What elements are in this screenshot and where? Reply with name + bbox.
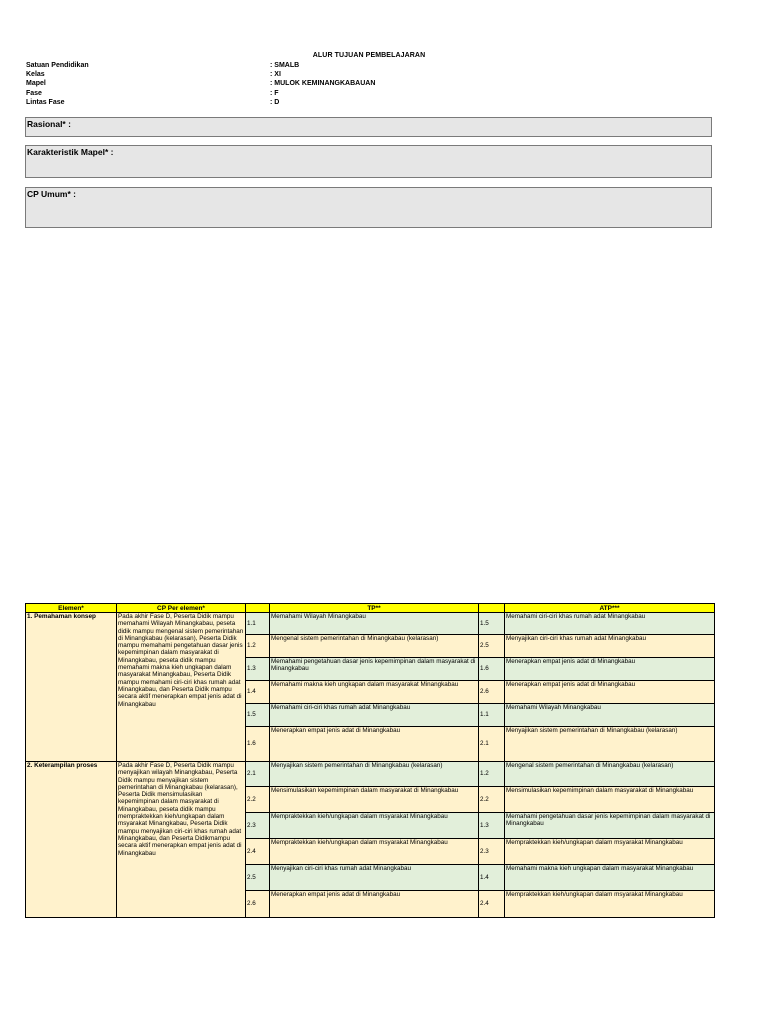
meta-value: : F	[270, 89, 279, 97]
elemen-cell: 2. Keterampilan proses	[26, 762, 117, 918]
meta-row-satuan-pendidikan	[26, 61, 546, 70]
cp-cell: Pada akhir Fase D, Peserta Didik mampu menyajikan wilayah Minangkabau, Peserta Didik mampu menyajikan sistem pemerintahan di Minangkabau (kelarasan), Peserta Didik mensimulasikan kepemimpinan dalam masyarakat di Minangkabau, peseta didik mampu mempraktekkan kieh/ungkapan dalam msyarakat Minangkabau, Peserta Didik mampu menyajikan ciri-ciri khas rumah adat Minangkabau, dan Peserta Didikmampu secara aktif menerapkan empat jenis adat di Minangkabau	[117, 762, 246, 918]
tp-text: Memahami makna kieh ungkapan dalam masyarakat Minangkabau	[270, 681, 479, 704]
tp-number: 1.2	[246, 635, 270, 658]
cp-umum-box	[25, 187, 712, 228]
meta-row-kelas	[26, 70, 546, 79]
tp-text: Mempraktekkan kieh/ungkapan dalam msyarakat Minangkabau	[270, 813, 479, 839]
tp-number: 1.5	[246, 704, 270, 727]
table-row	[26, 613, 715, 635]
atp-number: 2.2	[479, 787, 505, 813]
meta-row-lintas-fase	[26, 98, 546, 107]
tp-number: 2.6	[246, 891, 270, 918]
atp-number: 1.2	[479, 762, 505, 787]
atp-number: 1.1	[479, 704, 505, 727]
meta-value: : SMALB	[270, 62, 300, 69]
atp-number: 2.6	[479, 681, 505, 704]
meta-label: Fase	[26, 89, 42, 97]
atp-number: 1.4	[479, 865, 505, 891]
atp-number: 2.1	[479, 727, 505, 762]
tp-number: 2.1	[246, 762, 270, 787]
atp-text: Mempraktekkan kieh/ungkapan dalam msyarakat Minangkabau	[505, 891, 715, 918]
tp-text: Mempraktekkan kieh/ungkapan dalam msyarakat Minangkabau	[270, 839, 479, 865]
meta-value: : XI	[270, 71, 281, 79]
tp-text: Mengenal sistem pemerintahan di Minangkabau (kelarasan)	[270, 635, 479, 658]
meta-row-fase	[26, 89, 546, 98]
meta-value: : D	[270, 98, 280, 106]
tp-text: Memahami Wilayah Minangkabau	[270, 613, 479, 635]
meta-row-mapel	[26, 79, 546, 88]
atp-text: Mempraktekkan kieh/ungkapan dalam msyarakat Minangkabau	[505, 839, 715, 865]
tp-number: 2.5	[246, 865, 270, 891]
meta-label: Mapel	[26, 80, 46, 88]
meta-label: Kelas	[26, 71, 45, 79]
atp-number: 2.4	[479, 891, 505, 918]
karakteristik-mapel-box	[25, 145, 712, 178]
cp-umum-label: CP Umum* :	[27, 189, 76, 199]
header-atp-number	[479, 604, 505, 613]
meta-label: Lintas Fase	[26, 98, 65, 106]
table-header-row	[26, 604, 715, 613]
document-title: ALUR TUJUAN PEMBELAJARAN	[312, 52, 426, 59]
rasional-box	[25, 117, 712, 137]
tp-text: Menerapkan empat jenis adat di Minangkabau	[270, 891, 479, 918]
atp-text: Memahami makna kieh ungkapan dalam masyarakat Minangkabau	[505, 865, 715, 891]
atp-number: 2.3	[479, 839, 505, 865]
atp-number: 1.5	[479, 613, 505, 635]
header-tp: TP**	[270, 604, 479, 613]
atp-text: Menerapkan empat jenis adat di Minangkabau	[505, 681, 715, 704]
tp-number: 1.3	[246, 658, 270, 681]
tp-text: Memahami ciri-ciri khas rumah adat Minangkabau	[270, 704, 479, 727]
tp-number: 1.1	[246, 613, 270, 635]
tp-number: 1.4	[246, 681, 270, 704]
header-atp: ATP***	[505, 604, 715, 613]
atp-text: Memahami Wilayah Minangkabau	[505, 704, 715, 727]
atp-text: Menyajikan sistem pemerintahan di Minangkabau (kelarasan)	[505, 727, 715, 762]
karakteristik-mapel-label: Karakteristik Mapel* :	[27, 147, 114, 157]
atp-number: 2.5	[479, 635, 505, 658]
tp-text: Menyajikan ciri-ciri khas rumah adat Minangkabau	[270, 865, 479, 891]
atp-text: Memahami ciri-ciri khas rumah adat Minangkabau	[505, 613, 715, 635]
atp-text: Mensimulasikan kepemimpinan dalam masyarakat di Minangkabau	[505, 787, 715, 813]
document-metadata	[26, 61, 546, 107]
atp-text: Menerapkan empat jenis adat di Minangkabau	[505, 658, 715, 681]
tp-number: 2.3	[246, 813, 270, 839]
atp-number: 1.3	[479, 813, 505, 839]
table-row	[26, 762, 715, 787]
rasional-label: Rasional* :	[27, 119, 71, 129]
tp-text: Mensimulasikan kepemimpinan dalam masyarakat di Minangkabau	[270, 787, 479, 813]
tp-number: 1.6	[246, 727, 270, 762]
meta-value: : MULOK KEMINANGKABAUAN	[270, 80, 376, 88]
atp-text: Memahami pengetahuan dasar jenis kepemimpinan dalam masyarakat di Minangkabau	[505, 813, 715, 839]
atp-text: Mengenal sistem pemerintahan di Minangkabau (kelarasan)	[505, 762, 715, 787]
cp-cell: Pada akhir Fase D, Peserta Didik mampu memahami Wilayah Minangkabau, peseta didik mampu mengenal sistem pemerintahan di Minangkabau (kelarasan), Peserta Didik mampu memahami pengetahuan dasar jenis kepemimpinan dalam masyarakat di Minangkabau, peseta didik mampu memahami makna kieh ungkapan dalam masyarakat Minangkabau, Peserta Didik mampu memahami ciri-ciri khas rumah adat Minangkabau, dan Peserta Didik mampu secara aktif menerapkan empat jenis adat di Minangkabau	[117, 613, 246, 762]
tp-text: Menerapkan empat jenis adat di Minangkabau	[270, 727, 479, 762]
tp-number: 2.4	[246, 839, 270, 865]
header-elemen: Elemen*	[26, 604, 117, 613]
header-tp-number	[246, 604, 270, 613]
tp-number: 2.2	[246, 787, 270, 813]
meta-label: Satuan Pendidikan	[26, 62, 89, 69]
atp-table	[25, 603, 715, 918]
tp-text: Menyajikan sistem pemerintahan di Minangkabau (kelarasan)	[270, 762, 479, 787]
tp-text: Memahami pengetahuan dasar jenis kepemimpinan dalam masyarakat di Minangkabau	[270, 658, 479, 681]
atp-text: Menyajikan ciri-ciri khas rumah adat Minangkabau	[505, 635, 715, 658]
header-cp-per-elemen: CP Per elemen*	[117, 604, 246, 613]
atp-number: 1.6	[479, 658, 505, 681]
elemen-cell: 1. Pemahaman konsep	[26, 613, 117, 762]
